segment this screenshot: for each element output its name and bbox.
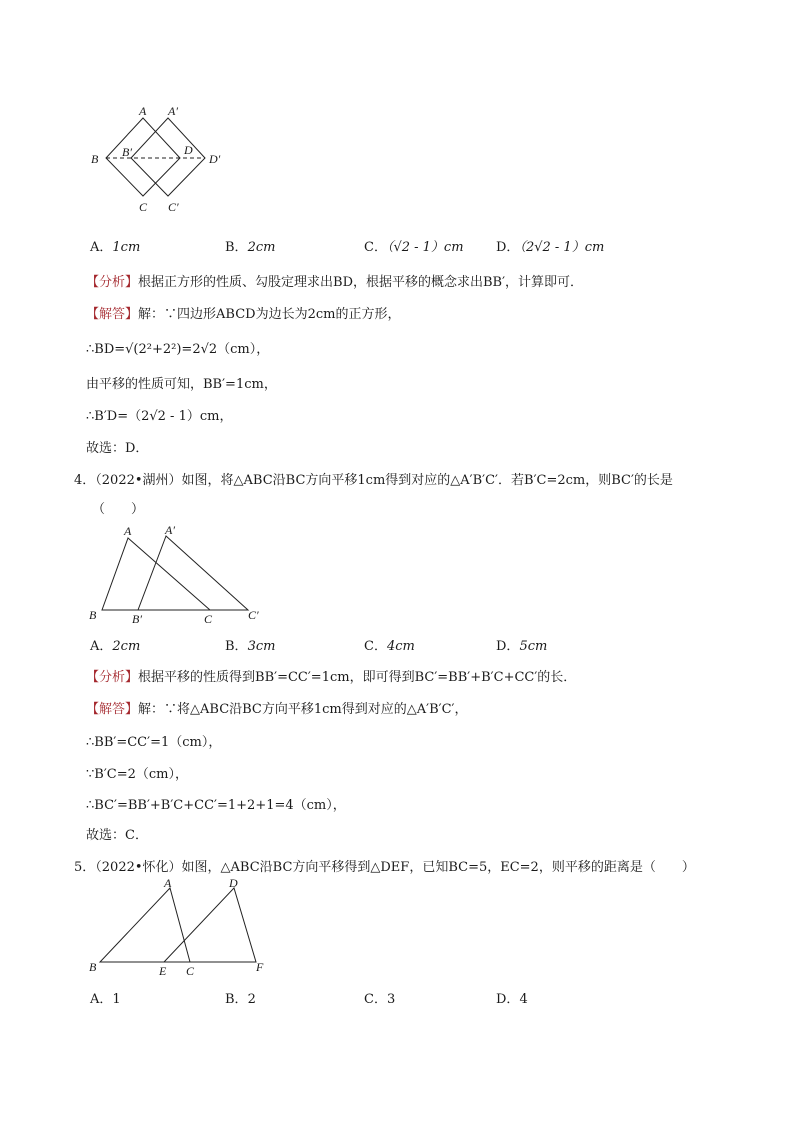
q4-answer-line-2: ∴BB′=CC′=1（cm）， <box>86 735 222 750</box>
q4-option-d[interactable]: D．5cm <box>496 639 548 654</box>
triangle-a-prime <box>138 536 248 610</box>
q3-analysis: 【分析】根据正方形的性质、勾股定理求出BD，根据平移的概念求出BB′，计算即可． <box>86 275 584 290</box>
q5-option-b[interactable]: B．2 <box>225 992 256 1007</box>
label-B: B <box>91 152 99 166</box>
square-a-prime <box>131 118 205 196</box>
label-A: A <box>164 876 172 890</box>
q3-figure <box>88 100 238 220</box>
label-B: B <box>89 960 97 974</box>
label-B: B <box>89 608 97 622</box>
label-F: F <box>256 960 264 974</box>
analysis-tag: 【分析】 <box>86 670 139 685</box>
label-A-prime: A′ <box>165 523 175 537</box>
analysis-tag: 【分析】 <box>86 275 139 290</box>
q5-option-c[interactable]: C．3 <box>364 992 396 1007</box>
label-C: C <box>204 612 213 626</box>
square-abcd <box>106 118 180 196</box>
q3-answer-line-5: 故选：D． <box>86 441 149 456</box>
q4-option-a[interactable]: A．2cm <box>90 639 141 654</box>
q3-option-c[interactable]: C．（√2 - 1）cm <box>364 240 464 255</box>
label-A: A <box>124 524 132 538</box>
q3-answer-line-3: 由平移的性质可知，BB′=1cm， <box>86 377 277 392</box>
q3-answer-line-4: ∴B′D=（2√2 - 1）cm， <box>86 409 233 424</box>
q5-stem: 5．（2022•怀化）如图，△ABC沿BC方向平移得到△DEF，已知BC=5，EC=2，则平移的距离是（ ） <box>74 860 695 875</box>
q4-stem-cont: （ ） <box>92 502 145 517</box>
label-C: C <box>139 200 148 214</box>
label-E: E <box>159 964 167 978</box>
q4-answer-line-3: ∵B′C=2（cm）， <box>86 767 188 782</box>
q4-answer-line-5: 故选：C． <box>86 828 148 843</box>
q5-option-d[interactable]: D．4 <box>496 992 528 1007</box>
q3-answer-line-2: ∴BD=√(2²+2²)=2√2（cm）， <box>86 342 270 357</box>
label-D: D <box>184 143 193 157</box>
answer-tag: 【解答】 <box>86 307 139 322</box>
triangle-abc <box>102 538 210 610</box>
q5-figure <box>86 876 276 980</box>
q3-answer-line-1: 【解答】解：∵四边形ABCD为边长为2cm的正方形， <box>86 307 401 322</box>
triangle-abc <box>100 888 190 962</box>
label-C-prime: C′ <box>168 200 179 214</box>
label-B-prime: B′ <box>132 612 142 626</box>
triangle-def <box>164 888 256 962</box>
q4-analysis: 【分析】根据平移的性质得到BB′=CC′=1cm，即可得到BC′=BB′+B′C+CC′的长． <box>86 670 577 685</box>
answer-tag: 【解答】 <box>86 702 139 717</box>
q5-option-a[interactable]: A．1 <box>90 992 121 1007</box>
label-C: C <box>186 964 195 978</box>
label-D: D <box>229 876 238 890</box>
q4-figure <box>86 522 266 630</box>
q4-answer-line-1: 【解答】解：∵将△ABC沿BC方向平移1cm得到对应的△A′B′C′， <box>86 702 468 717</box>
label-A-prime: A′ <box>168 104 178 118</box>
q4-answer-line-4: ∴BC′=BB′+B′C+CC′=1+2+1=4（cm）， <box>86 798 346 813</box>
q3-option-a[interactable]: A．1cm <box>90 240 141 255</box>
label-C-prime: C′ <box>248 608 259 622</box>
label-D-prime: D′ <box>209 152 221 166</box>
q3-option-b[interactable]: B．2cm <box>225 240 276 255</box>
label-A: A <box>139 104 147 118</box>
q4-option-c[interactable]: C．4cm <box>364 639 415 654</box>
q3-option-d[interactable]: D．（2√2 - 1）cm <box>496 240 605 255</box>
q4-option-b[interactable]: B．3cm <box>225 639 276 654</box>
label-B-prime: B′ <box>122 145 132 159</box>
q4-stem: 4．（2022•湖州）如图，将△ABC沿BC方向平移1cm得到对应的△A′B′C′．若B′C=2cm，则BC′的长是 <box>74 473 673 488</box>
